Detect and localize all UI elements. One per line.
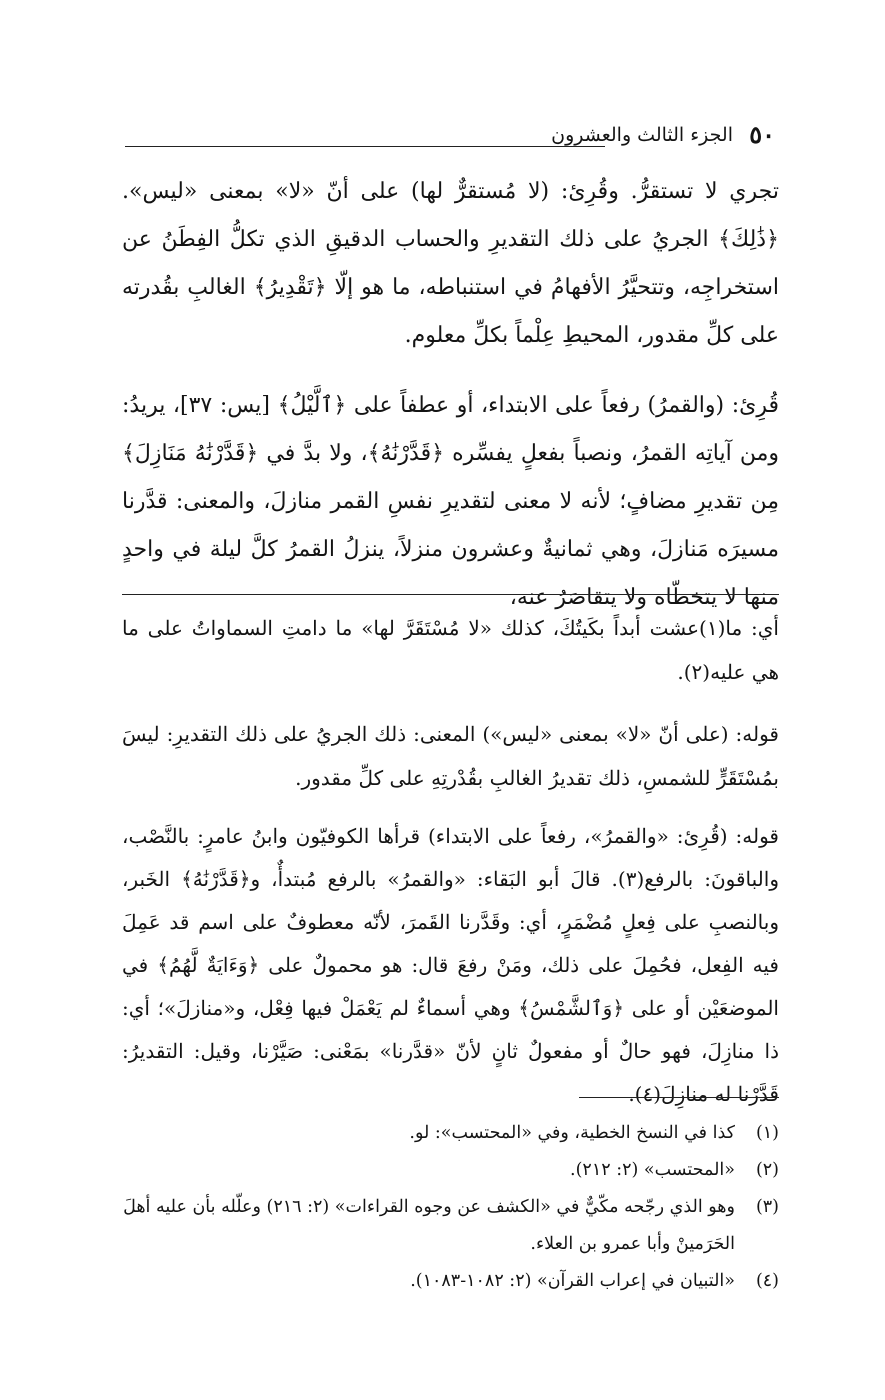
page-number: ٥٠ <box>749 120 775 149</box>
commentary-paragraph-2: قوله: (على أنّ «لا» بمعنى «ليس») المعنى: ذلك الجريُ على ذلك التقديرِ: ليسَ بمُسْتَقَرٍّ للشمسِ، ذلك تقديرُ الغالبِ بقُدْرتِهِ على كلِّ مقدور. <box>122 722 779 790</box>
commentary-paragraph-3: قوله: (قُرِئ: «والقمرُ»، رفعاً على الابتداء) قرأها الكوفيّون وابنُ عامرٍ: بالنَّصْب، والباقونَ: بالرفع(٣). قالَ أبو البَقاء: «والقمرُ» بالرفع مُبتدأٌ، و﴿قَدَّرْنَٰهُ﴾ الخَبر، وبالنصبِ على فِعلٍ مُضْمَرٍ، أي: وقَدَّرنا القَمرَ، لأنّه معطوفٌ على اسم قد عَمِلَ فيه الفِعل، فحُمِلَ على ذلك، ومَنْ رفعَ قال: هو محمولٌ على ﴿وَءَايَةٌ لَّهُمُ﴾ في الموضعَيْن أو على ﴿وَٱلشَّمْسُ﴾ وهي أسماءٌ لم يَعْمَلْ فيها فِعْل، و«منازلَ»؛ أي: ذا منازِلَ، فهو حالٌ أو مفعولٌ ثانٍ لأنّ «قدَّرنا» بمَعْنى: صَيَّرْنا، وقيل: التقديرُ: قَدَّرْنا له منازِلَ(٤). <box>122 824 779 1106</box>
footnotes-list <box>106 1115 779 1300</box>
footnote-number: (٢) <box>755 1160 779 1180</box>
header-rule <box>125 146 605 147</box>
footnote-number: (٤) <box>755 1271 779 1291</box>
footnote-text: «التبيان في إعراب القرآن» (٢: ١٠٨٢-١٠٨٣). <box>410 1271 735 1291</box>
page-header <box>125 118 775 158</box>
footnote-item <box>106 1152 779 1189</box>
footnote-text: «المحتسب» (٢: ٢١٢). <box>570 1160 735 1180</box>
footnote-divider <box>579 1097 779 1098</box>
main-paragraph-1: تجري لا تستقرُّ. وقُرِئ: (لا مُستقرٌّ لها) على أنّ «لا» بمعنى «ليس». ﴿ذَٰلِكَ﴾ الجريُ على ذلك التقديرِ والحساب الدقيقِ الذي تكلُّ الفِطَنُ عن استخراجِه، وتتحيَّرُ الأفهامُ في استنباطه، ما هو إلّا ﴿تَقْدِيرُ﴾ الغالبِ بقُدرته على كلِّ مقدور، المحيطِ عِلْماً بكلِّ معلوم. <box>122 179 779 348</box>
footnote-item <box>106 1189 779 1263</box>
footnote-item <box>106 1115 779 1152</box>
footnote-text: وهو الذي رجّحه مكّيٌّ في «الكشف عن وجوه القراءات» (٢: ٢١٦) وعلّله بأن عليه أهلَ الحَرَمينْ وأبا عمرو بن العلاء. <box>123 1197 735 1254</box>
main-paragraph-2: قُرِئ: (والقمرُ) رفعاً على الابتداء، أو عطفاً على ﴿ٱلَّيْلُ﴾ [يس: ٣٧]، يريدُ: ومن آياتِه القمرُ، ونصباً بفعلٍ يفسِّره ﴿قَدَّرْنَٰهُ﴾، ولا بدَّ في ﴿قَدَّرْنَٰهُ مَنَازِلَ﴾ مِن تقديرِ مضافٍ؛ لأنه لا معنى لتقديرِ نفسِ القمر منازلَ، والمعنى: قدَّرنا مسيرَه مَنازلَ، وهي ثمانيةٌ وعشرون منزلاً، ينزلُ القمرُ كلَّ ليلة في واحدٍ منها لا يتخطّاه ولا يتقاصَرُ عنه، <box>122 393 779 610</box>
commentary-paragraph-1: أي: ما(١)عشت أبداً بكَيتُكَ، كذلك «لا مُسْتَقَرَّ لها» ما دامتِ السماواتُ على ما هي عليه(٢). <box>122 616 779 684</box>
footnote-text: كذا في النسخ الخطية، وفي «المحتسب»: لو. <box>409 1123 735 1143</box>
footnote-number: (٣) <box>755 1197 779 1217</box>
main-text-divider <box>122 594 779 595</box>
part-title: الجزء الثالث والعشرون <box>551 124 733 146</box>
footnote-number: (١) <box>755 1123 779 1143</box>
footnote-item <box>106 1263 779 1300</box>
